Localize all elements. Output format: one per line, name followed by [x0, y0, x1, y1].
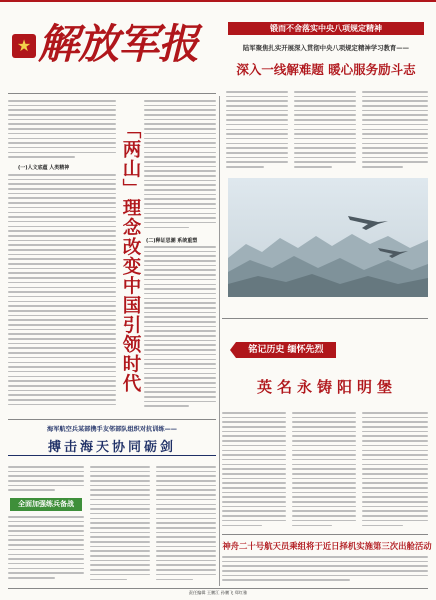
bottom-story-rule [222, 534, 428, 535]
navy-feature-column-3 [90, 466, 150, 584]
top-story-column-1 [226, 91, 288, 173]
lead-article-intro [8, 100, 116, 160]
footer-editors: 责任编辑 王鹏江 孙鹏飞 郑红雅 [8, 588, 428, 597]
lead-article-column-1 [8, 174, 116, 414]
hero-feature-title: 英名永铸阳明堡 [256, 378, 397, 396]
hero-feature-tag: 铭记历史 缅怀先烈 [236, 342, 336, 358]
navy-feature-column-1 [8, 466, 84, 494]
section-marker-1: (一)人文底蕴 人类精神 [18, 165, 70, 171]
top-story-column-3 [362, 91, 428, 173]
hero-feature-column-1 [222, 412, 286, 532]
top-banner: 锻而不舍落实中央八项规定精神 [228, 22, 424, 35]
navy-feature-title: 搏击海天协同砺剑 [47, 440, 176, 455]
bottom-story-body [222, 556, 428, 584]
lead-article-vertical-title: 「两山」理念改变中国引领时代 [120, 120, 141, 393]
navy-feature-rule [8, 455, 216, 456]
navy-feature-column-4 [156, 466, 216, 584]
right-section-rule [222, 318, 428, 319]
masthead-rule [8, 93, 216, 94]
section-marker-2: (二)释证思潮 系统重塑 [146, 238, 198, 244]
lead-article-column-2 [144, 100, 216, 230]
hero-feature-column-2 [292, 412, 356, 532]
fighter-jets-photo [228, 178, 428, 297]
lead-article-column-3 [144, 246, 216, 416]
left-section-rule [8, 419, 216, 420]
bottom-story-title: 神舟二十号航天员乘组将于近日择机实施第三次出舱活动 [222, 541, 432, 551]
top-story-kicker: 陆军聚焦扎实开展深入贯彻中央八项规定精神学习教育—— [242, 44, 410, 52]
top-story-column-2 [294, 91, 356, 173]
column-divider [219, 96, 220, 586]
top-rule [0, 0, 436, 2]
top-story-title: 深入一线解难题 暖心服务励斗志 [236, 62, 416, 77]
drill-preparedness-tag: 全面加强练兵备战 [10, 498, 82, 511]
navy-feature-kicker: 海军航空兵某部携手友邻部队组织对抗训练—— [47, 426, 177, 433]
masthead-title: 解放军报 [38, 20, 198, 68]
hero-feature-column-3 [362, 412, 428, 532]
navy-feature-column-2 [8, 516, 84, 584]
red-star-icon: ★ [12, 34, 36, 58]
